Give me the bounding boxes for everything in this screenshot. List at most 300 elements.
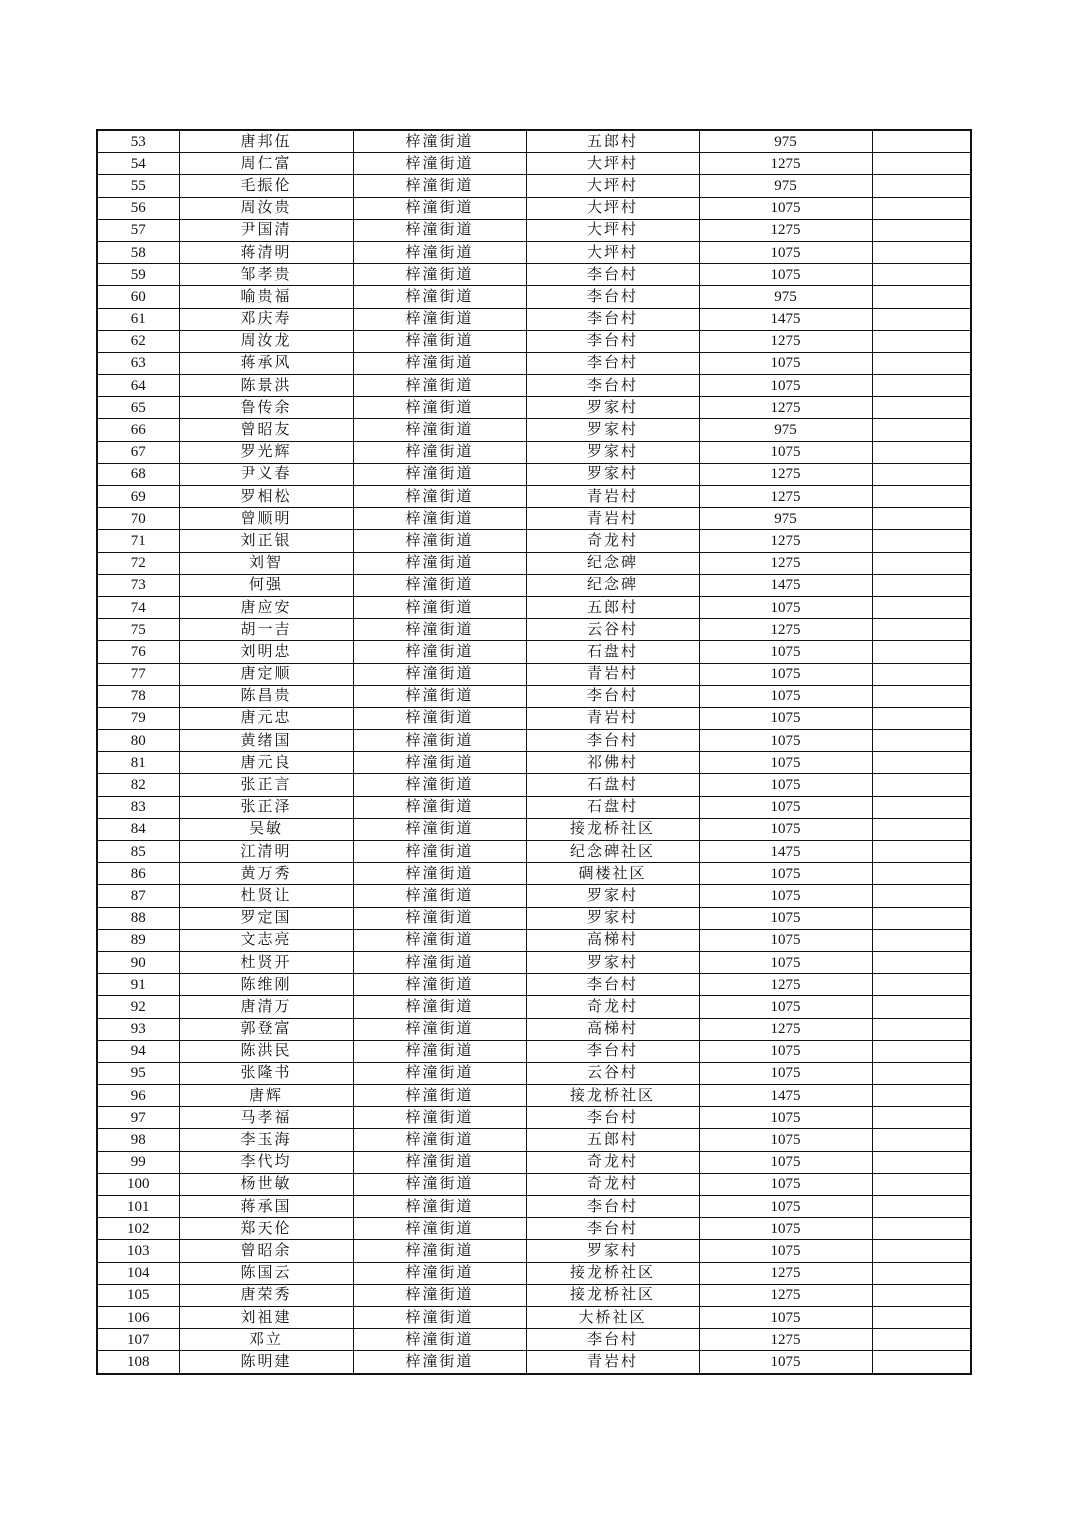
row-number-cell: 72	[97, 552, 179, 574]
village-cell: 接龙桥社区	[526, 1262, 699, 1284]
street-cell: 梓潼街道	[353, 996, 526, 1018]
village-cell: 罗家村	[526, 951, 699, 973]
street-cell: 梓潼街道	[353, 552, 526, 574]
note-cell	[872, 1107, 971, 1129]
note-cell	[872, 530, 971, 552]
street-cell: 梓潼街道	[353, 907, 526, 929]
table-row	[97, 153, 971, 175]
street-cell: 梓潼街道	[353, 375, 526, 397]
table-row	[97, 530, 971, 552]
amount-cell: 1075	[699, 1173, 872, 1195]
name-cell: 李代均	[179, 1151, 353, 1173]
note-cell	[872, 219, 971, 241]
row-number-cell: 87	[97, 885, 179, 907]
street-cell: 梓潼街道	[353, 352, 526, 374]
table-row	[97, 1040, 971, 1062]
row-number-cell: 69	[97, 486, 179, 508]
name-cell: 毛振伦	[179, 175, 353, 197]
table-row	[97, 330, 971, 352]
table-row	[97, 1306, 971, 1328]
amount-cell: 1075	[699, 1062, 872, 1084]
row-number-cell: 96	[97, 1085, 179, 1107]
row-number-cell: 82	[97, 774, 179, 796]
row-number-cell: 64	[97, 375, 179, 397]
name-cell: 曾昭余	[179, 1240, 353, 1262]
row-number-cell: 98	[97, 1129, 179, 1151]
table-row	[97, 663, 971, 685]
note-cell	[872, 1218, 971, 1240]
village-cell: 青岩村	[526, 508, 699, 530]
amount-cell: 1275	[699, 619, 872, 641]
street-cell: 梓潼街道	[353, 419, 526, 441]
note-cell	[872, 463, 971, 485]
name-cell: 黄绪国	[179, 730, 353, 752]
street-cell: 梓潼街道	[353, 1329, 526, 1351]
amount-cell: 1275	[699, 463, 872, 485]
note-cell	[872, 486, 971, 508]
name-cell: 周汝贵	[179, 197, 353, 219]
amount-cell: 1275	[699, 153, 872, 175]
village-cell: 罗家村	[526, 397, 699, 419]
name-cell: 罗光辉	[179, 441, 353, 463]
street-cell: 梓潼街道	[353, 486, 526, 508]
row-number-cell: 90	[97, 951, 179, 973]
name-cell: 刘正银	[179, 530, 353, 552]
row-number-cell: 55	[97, 175, 179, 197]
name-cell: 郑天伦	[179, 1218, 353, 1240]
table-row	[97, 352, 971, 374]
amount-cell: 1075	[699, 996, 872, 1018]
village-cell: 李台村	[526, 330, 699, 352]
name-cell: 邓立	[179, 1329, 353, 1351]
row-number-cell: 100	[97, 1173, 179, 1195]
village-cell: 李台村	[526, 1040, 699, 1062]
table-row	[97, 486, 971, 508]
table-row	[97, 286, 971, 308]
amount-cell: 1075	[699, 1306, 872, 1328]
village-cell: 李台村	[526, 1329, 699, 1351]
village-cell: 云谷村	[526, 619, 699, 641]
row-number-cell: 60	[97, 286, 179, 308]
note-cell	[872, 441, 971, 463]
street-cell: 梓潼街道	[353, 885, 526, 907]
row-number-cell: 92	[97, 996, 179, 1018]
amount-cell: 1075	[699, 641, 872, 663]
street-cell: 梓潼街道	[353, 463, 526, 485]
street-cell: 梓潼街道	[353, 663, 526, 685]
row-number-cell: 56	[97, 197, 179, 219]
name-cell: 罗相松	[179, 486, 353, 508]
name-cell: 唐定顺	[179, 663, 353, 685]
village-cell: 五郎村	[526, 1129, 699, 1151]
row-number-cell: 79	[97, 707, 179, 729]
table-row	[97, 841, 971, 863]
amount-cell: 1075	[699, 774, 872, 796]
village-cell: 青岩村	[526, 707, 699, 729]
village-cell: 纪念碑社区	[526, 841, 699, 863]
village-cell: 大坪村	[526, 219, 699, 241]
row-number-cell: 102	[97, 1218, 179, 1240]
table-row	[97, 1329, 971, 1351]
village-cell: 大桥社区	[526, 1306, 699, 1328]
amount-cell: 1475	[699, 841, 872, 863]
street-cell: 梓潼街道	[353, 619, 526, 641]
street-cell: 梓潼街道	[353, 308, 526, 330]
table-row	[97, 552, 971, 574]
table-row	[97, 596, 971, 618]
note-cell	[872, 951, 971, 973]
note-cell	[872, 1018, 971, 1040]
name-cell: 黄万秀	[179, 863, 353, 885]
name-cell: 李玉海	[179, 1129, 353, 1151]
amount-cell: 1075	[699, 1107, 872, 1129]
village-cell: 大坪村	[526, 241, 699, 263]
village-cell: 石盘村	[526, 774, 699, 796]
note-cell	[872, 663, 971, 685]
row-number-cell: 88	[97, 907, 179, 929]
amount-cell: 1075	[699, 1151, 872, 1173]
name-cell: 陈景洪	[179, 375, 353, 397]
row-number-cell: 62	[97, 330, 179, 352]
name-cell: 陈明建	[179, 1351, 353, 1374]
amount-cell: 1075	[699, 1240, 872, 1262]
row-number-cell: 103	[97, 1240, 179, 1262]
street-cell: 梓潼街道	[353, 1151, 526, 1173]
note-cell	[872, 1329, 971, 1351]
amount-cell: 1075	[699, 685, 872, 707]
note-cell	[872, 153, 971, 175]
amount-cell: 1075	[699, 929, 872, 951]
street-cell: 梓潼街道	[353, 774, 526, 796]
row-number-cell: 58	[97, 241, 179, 263]
name-cell: 江清明	[179, 841, 353, 863]
row-number-cell: 68	[97, 463, 179, 485]
row-number-cell: 83	[97, 796, 179, 818]
note-cell	[872, 685, 971, 707]
village-cell: 奇龙村	[526, 1151, 699, 1173]
note-cell	[872, 818, 971, 840]
amount-cell: 1075	[699, 352, 872, 374]
amount-cell: 1075	[699, 663, 872, 685]
amount-cell: 1275	[699, 397, 872, 419]
note-cell	[872, 1262, 971, 1284]
note-cell	[872, 996, 971, 1018]
note-cell	[872, 1351, 971, 1374]
street-cell: 梓潼街道	[353, 841, 526, 863]
name-cell: 张正言	[179, 774, 353, 796]
name-cell: 曾顺明	[179, 508, 353, 530]
amount-cell: 975	[699, 130, 872, 153]
note-cell	[872, 841, 971, 863]
table-row	[97, 130, 971, 153]
note-cell	[872, 330, 971, 352]
note-cell	[872, 907, 971, 929]
row-number-cell: 86	[97, 863, 179, 885]
name-cell: 唐元良	[179, 752, 353, 774]
table-body	[97, 130, 971, 1374]
amount-cell: 1075	[699, 441, 872, 463]
village-cell: 石盘村	[526, 641, 699, 663]
amount-cell: 1075	[699, 818, 872, 840]
row-number-cell: 106	[97, 1306, 179, 1328]
village-cell: 李台村	[526, 974, 699, 996]
table-row	[97, 752, 971, 774]
note-cell	[872, 885, 971, 907]
village-cell: 纪念碑	[526, 574, 699, 596]
street-cell: 梓潼街道	[353, 1218, 526, 1240]
name-cell: 尹国清	[179, 219, 353, 241]
table-row	[97, 175, 971, 197]
village-cell: 纪念碑	[526, 552, 699, 574]
amount-cell: 1275	[699, 552, 872, 574]
table-row	[97, 219, 971, 241]
table-row	[97, 241, 971, 263]
table-row	[97, 907, 971, 929]
name-cell: 何强	[179, 574, 353, 596]
street-cell: 梓潼街道	[353, 752, 526, 774]
village-cell: 罗家村	[526, 885, 699, 907]
street-cell: 梓潼街道	[353, 796, 526, 818]
table-row	[97, 974, 971, 996]
row-number-cell: 107	[97, 1329, 179, 1351]
amount-cell: 1075	[699, 1196, 872, 1218]
street-cell: 梓潼街道	[353, 929, 526, 951]
row-number-cell: 85	[97, 841, 179, 863]
name-cell: 胡一吉	[179, 619, 353, 641]
note-cell	[872, 375, 971, 397]
name-cell: 郭登富	[179, 1018, 353, 1040]
note-cell	[872, 974, 971, 996]
amount-cell: 1475	[699, 1085, 872, 1107]
name-cell: 尹义春	[179, 463, 353, 485]
village-cell: 李台村	[526, 1218, 699, 1240]
note-cell	[872, 1040, 971, 1062]
note-cell	[872, 574, 971, 596]
amount-cell: 1075	[699, 752, 872, 774]
street-cell: 梓潼街道	[353, 264, 526, 286]
table-row	[97, 308, 971, 330]
name-cell: 曾昭友	[179, 419, 353, 441]
name-cell: 刘智	[179, 552, 353, 574]
street-cell: 梓潼街道	[353, 1129, 526, 1151]
name-cell: 蒋承国	[179, 1196, 353, 1218]
village-cell: 李台村	[526, 685, 699, 707]
street-cell: 梓潼街道	[353, 685, 526, 707]
note-cell	[872, 752, 971, 774]
amount-cell: 975	[699, 175, 872, 197]
village-cell: 罗家村	[526, 419, 699, 441]
amount-cell: 1275	[699, 1284, 872, 1306]
name-cell: 蒋承风	[179, 352, 353, 374]
amount-cell: 1475	[699, 574, 872, 596]
note-cell	[872, 619, 971, 641]
table-row	[97, 463, 971, 485]
note-cell	[872, 130, 971, 153]
note-cell	[872, 730, 971, 752]
note-cell	[872, 929, 971, 951]
name-cell: 唐应安	[179, 596, 353, 618]
street-cell: 梓潼街道	[353, 1085, 526, 1107]
amount-cell: 1075	[699, 707, 872, 729]
note-cell	[872, 241, 971, 263]
row-number-cell: 84	[97, 818, 179, 840]
table-row	[97, 774, 971, 796]
row-number-cell: 53	[97, 130, 179, 153]
street-cell: 梓潼街道	[353, 219, 526, 241]
table-row	[97, 419, 971, 441]
street-cell: 梓潼街道	[353, 153, 526, 175]
village-cell: 罗家村	[526, 907, 699, 929]
note-cell	[872, 352, 971, 374]
table-row	[97, 885, 971, 907]
village-cell: 五郎村	[526, 130, 699, 153]
table-row	[97, 264, 971, 286]
village-cell: 大坪村	[526, 197, 699, 219]
village-cell: 青岩村	[526, 1351, 699, 1374]
row-number-cell: 70	[97, 508, 179, 530]
name-cell: 蒋清明	[179, 241, 353, 263]
street-cell: 梓潼街道	[353, 1284, 526, 1306]
row-number-cell: 97	[97, 1107, 179, 1129]
village-cell: 青岩村	[526, 486, 699, 508]
data-table	[96, 129, 972, 1375]
table-row	[97, 1018, 971, 1040]
street-cell: 梓潼街道	[353, 707, 526, 729]
table-row	[97, 574, 971, 596]
amount-cell: 1075	[699, 951, 872, 973]
table-row	[97, 1173, 971, 1195]
table-row	[97, 1284, 971, 1306]
street-cell: 梓潼街道	[353, 730, 526, 752]
village-cell: 碉楼社区	[526, 863, 699, 885]
row-number-cell: 54	[97, 153, 179, 175]
street-cell: 梓潼街道	[353, 1262, 526, 1284]
note-cell	[872, 175, 971, 197]
village-cell: 祁佛村	[526, 752, 699, 774]
street-cell: 梓潼街道	[353, 130, 526, 153]
amount-cell: 1075	[699, 264, 872, 286]
street-cell: 梓潼街道	[353, 951, 526, 973]
village-cell: 大坪村	[526, 175, 699, 197]
row-number-cell: 101	[97, 1196, 179, 1218]
name-cell: 杜贤让	[179, 885, 353, 907]
village-cell: 李台村	[526, 375, 699, 397]
street-cell: 梓潼街道	[353, 574, 526, 596]
row-number-cell: 89	[97, 929, 179, 951]
village-cell: 奇龙村	[526, 996, 699, 1018]
note-cell	[872, 397, 971, 419]
table-row	[97, 730, 971, 752]
name-cell: 张隆书	[179, 1062, 353, 1084]
table-row	[97, 1351, 971, 1374]
amount-cell: 1075	[699, 1218, 872, 1240]
note-cell	[872, 641, 971, 663]
village-cell: 奇龙村	[526, 530, 699, 552]
row-number-cell: 75	[97, 619, 179, 641]
village-cell: 青岩村	[526, 663, 699, 685]
street-cell: 梓潼街道	[353, 1018, 526, 1040]
street-cell: 梓潼街道	[353, 1196, 526, 1218]
name-cell: 罗定国	[179, 907, 353, 929]
village-cell: 高梯村	[526, 929, 699, 951]
row-number-cell: 80	[97, 730, 179, 752]
street-cell: 梓潼街道	[353, 330, 526, 352]
name-cell: 邓庆寿	[179, 308, 353, 330]
note-cell	[872, 508, 971, 530]
amount-cell: 1075	[699, 1040, 872, 1062]
street-cell: 梓潼街道	[353, 397, 526, 419]
village-cell: 李台村	[526, 308, 699, 330]
street-cell: 梓潼街道	[353, 1306, 526, 1328]
name-cell: 张正泽	[179, 796, 353, 818]
street-cell: 梓潼街道	[353, 818, 526, 840]
row-number-cell: 61	[97, 308, 179, 330]
row-number-cell: 99	[97, 1151, 179, 1173]
note-cell	[872, 796, 971, 818]
name-cell: 马孝福	[179, 1107, 353, 1129]
table-row	[97, 619, 971, 641]
amount-cell: 1475	[699, 308, 872, 330]
street-cell: 梓潼街道	[353, 530, 526, 552]
table-row	[97, 1218, 971, 1240]
amount-cell: 1075	[699, 730, 872, 752]
table-row	[97, 818, 971, 840]
amount-cell: 1075	[699, 796, 872, 818]
village-cell: 接龙桥社区	[526, 1284, 699, 1306]
table-row	[97, 951, 971, 973]
village-cell: 罗家村	[526, 463, 699, 485]
note-cell	[872, 197, 971, 219]
note-cell	[872, 1129, 971, 1151]
row-number-cell: 67	[97, 441, 179, 463]
note-cell	[872, 1306, 971, 1328]
note-cell	[872, 419, 971, 441]
street-cell: 梓潼街道	[353, 241, 526, 263]
note-cell	[872, 596, 971, 618]
row-number-cell: 108	[97, 1351, 179, 1374]
name-cell: 鲁传余	[179, 397, 353, 419]
row-number-cell: 104	[97, 1262, 179, 1284]
name-cell: 唐辉	[179, 1085, 353, 1107]
name-cell: 陈维刚	[179, 974, 353, 996]
name-cell: 唐邦伍	[179, 130, 353, 153]
table-row	[97, 863, 971, 885]
village-cell: 李台村	[526, 1107, 699, 1129]
village-cell: 大坪村	[526, 153, 699, 175]
table-row	[97, 929, 971, 951]
village-cell: 接龙桥社区	[526, 1085, 699, 1107]
table-row	[97, 641, 971, 663]
amount-cell: 1075	[699, 1129, 872, 1151]
street-cell: 梓潼街道	[353, 1107, 526, 1129]
row-number-cell: 63	[97, 352, 179, 374]
name-cell: 邹孝贵	[179, 264, 353, 286]
table-row	[97, 375, 971, 397]
note-cell	[872, 707, 971, 729]
amount-cell: 1275	[699, 974, 872, 996]
table-row	[97, 1062, 971, 1084]
table-row	[97, 1107, 971, 1129]
village-cell: 李台村	[526, 730, 699, 752]
name-cell: 唐荣秀	[179, 1284, 353, 1306]
row-number-cell: 59	[97, 264, 179, 286]
table-row	[97, 508, 971, 530]
name-cell: 喻贵福	[179, 286, 353, 308]
row-number-cell: 93	[97, 1018, 179, 1040]
row-number-cell: 74	[97, 596, 179, 618]
note-cell	[872, 774, 971, 796]
village-cell: 五郎村	[526, 596, 699, 618]
